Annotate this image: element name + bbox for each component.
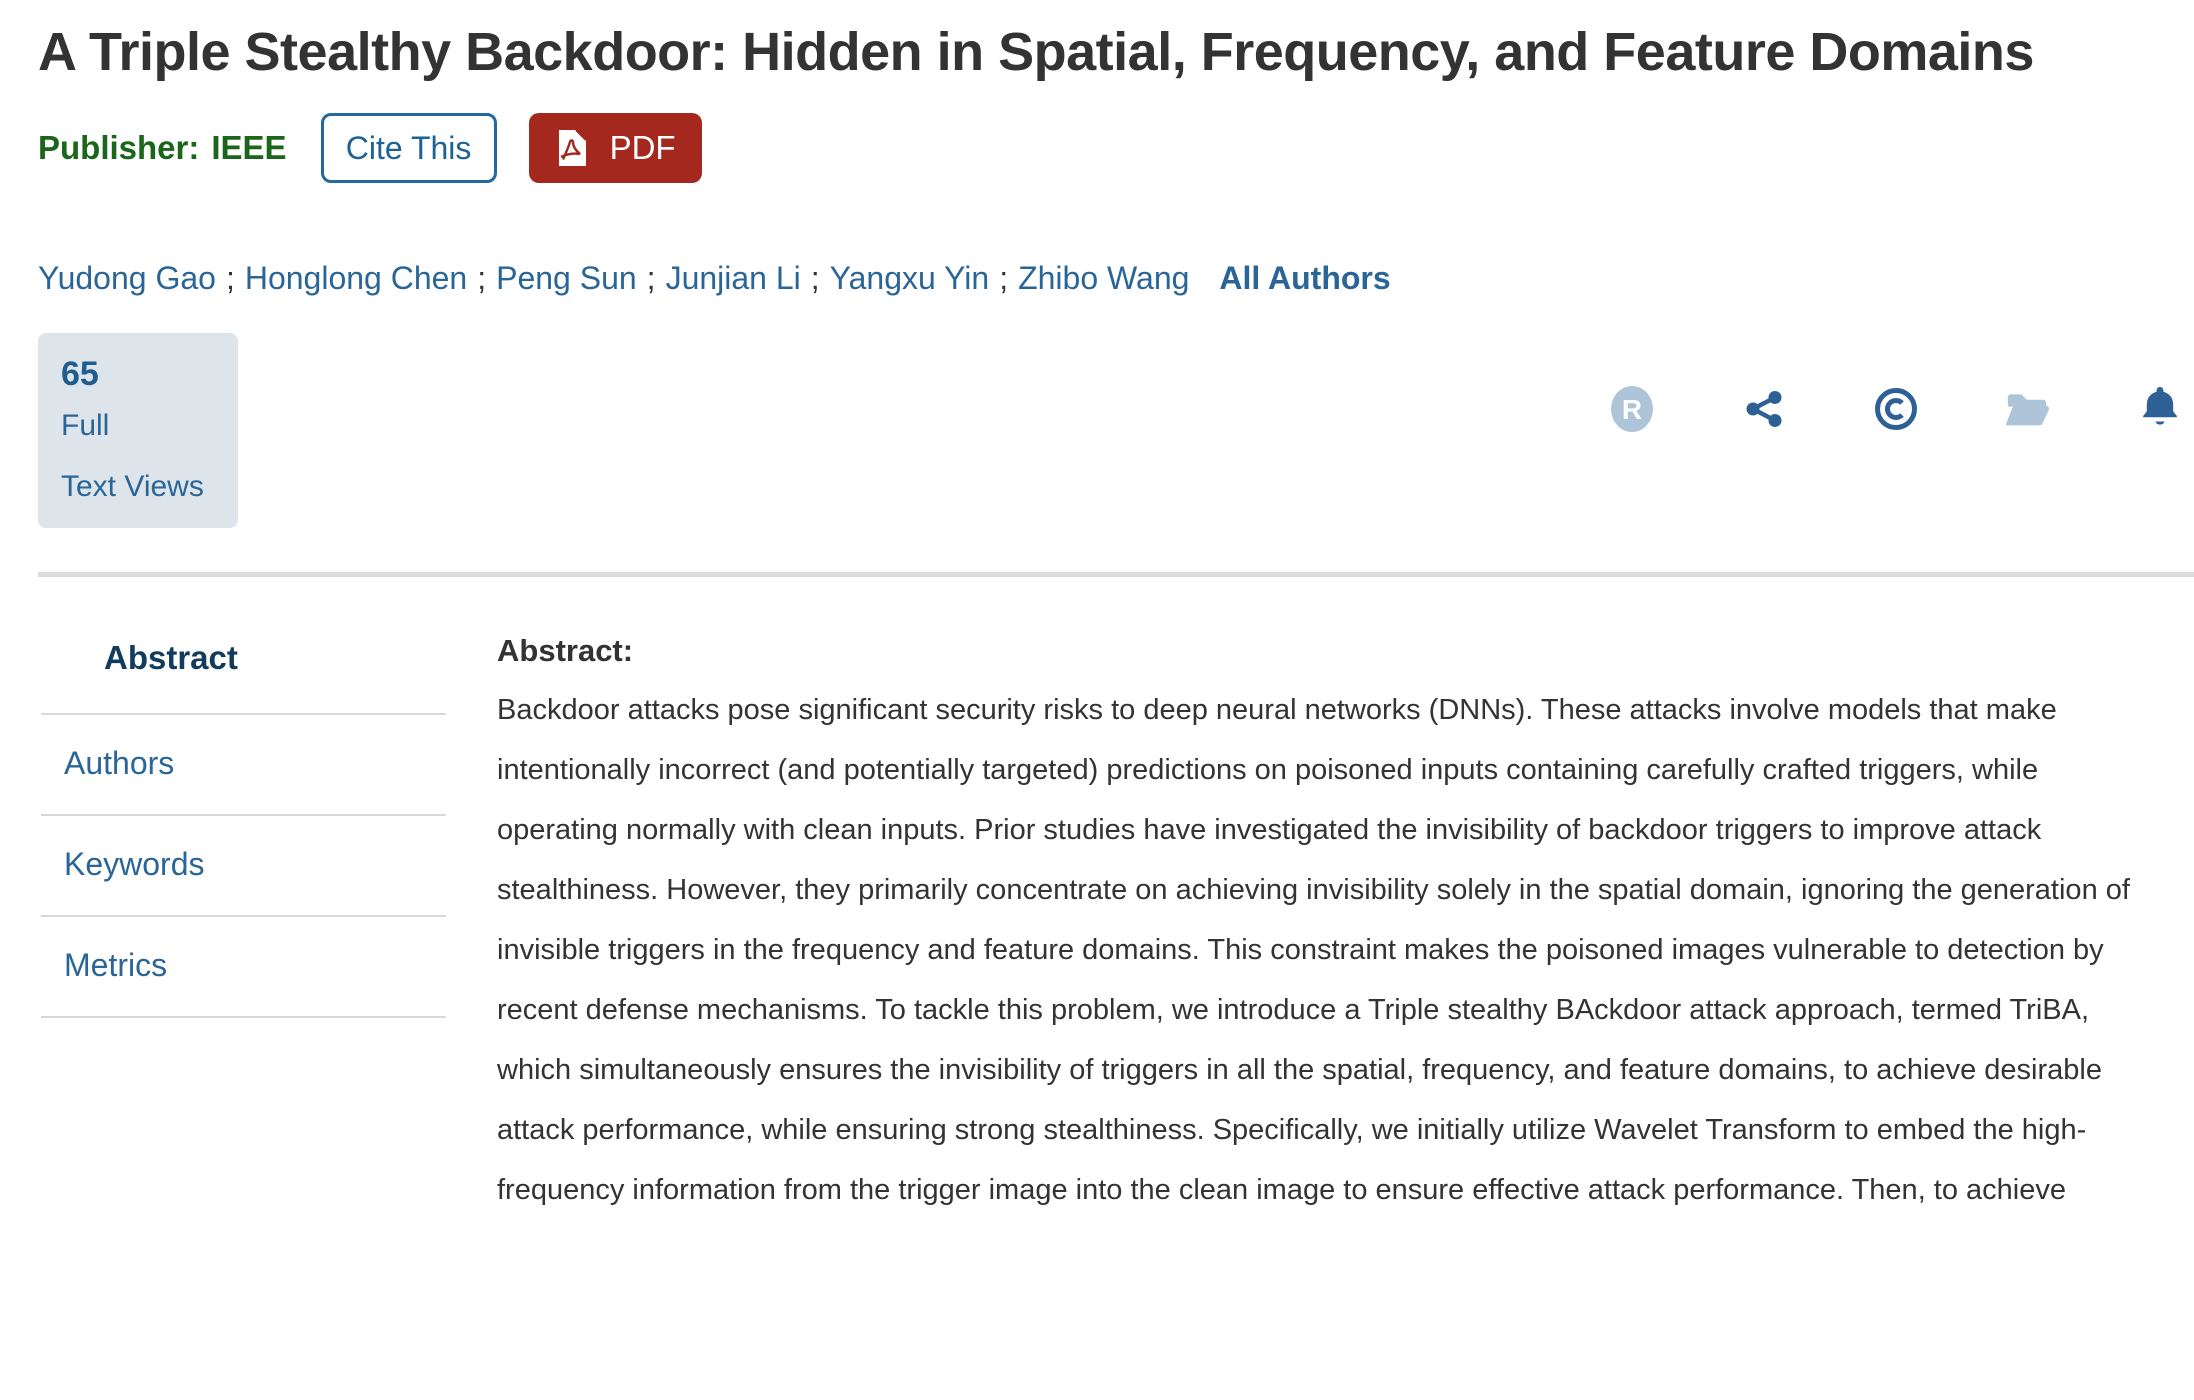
author-separator: ; <box>225 260 235 296</box>
share-icon[interactable] <box>1740 383 1788 435</box>
authors-list <box>38 259 2194 297</box>
author-separator: ; <box>999 260 1009 296</box>
full-text-views-count: 65 <box>61 355 99 393</box>
sidebar-item-authors[interactable]: Authors <box>64 745 175 781</box>
copyright-icon[interactable] <box>1872 383 1920 435</box>
abstract-section <box>497 577 2160 1220</box>
abstract-text: Backdoor attacks pose significant security risks to deep neural networks (DNNs). These attacks involve models that make intentionally incorrect (and potentially targeted) predictions on poisoned inputs containing carefully crafted triggers, while operating normally with clean inputs. Prior studies have investigated the invisibility of backdoor triggers to improve attack stealthiness. However, they primarily concentrate on achieving invisibility solely in the spatial domain, ignoring the generation of invisible triggers in the frequency and feature domains. This constraint makes the poisoned images vulnerable to detection by recent defense mechanisms. To tackle this problem, we introduce a Triple stealthy BAckdoor attack approach, termed TriBA, which simultaneously ensures the invisibility of triggers in all the spatial, frequency, and feature domains, to achieve desirable attack performance, while ensuring strong stealthiness. Specifically, we initially utilize Wavelet Transform to embed the high-frequency information from the trigger image into the clean image to ensure effective attack performance. Then, to achieve <box>497 694 2130 1206</box>
author-link[interactable]: Zhibo Wang <box>1018 260 1190 296</box>
author-link[interactable]: Yudong Gao <box>38 260 216 296</box>
r-badge-letter: R <box>1621 394 1643 425</box>
author-link[interactable]: Honglong Chen <box>244 260 468 296</box>
sidebar-divider <box>41 1016 446 1018</box>
pdf-button[interactable] <box>529 113 702 183</box>
open-folder-icon[interactable] <box>2004 383 2052 435</box>
full-text-views-label: Text Views <box>61 470 204 503</box>
author-link[interactable]: Peng Sun <box>496 260 637 296</box>
author-separator: ; <box>810 260 820 296</box>
alerts-bell-icon[interactable] <box>2136 383 2184 435</box>
all-authors-link[interactable]: All Authors <box>1219 260 1391 296</box>
full-text-views-label: Full <box>61 409 110 442</box>
author-link[interactable]: Yangxu Yin <box>829 260 990 296</box>
action-icons-bar <box>1608 383 2184 435</box>
stats-row <box>38 333 2194 528</box>
author-link[interactable]: Junjian Li <box>665 260 801 296</box>
pdf-button-label: PDF <box>609 129 676 166</box>
r-badge-icon[interactable] <box>1608 383 1656 435</box>
abstract-heading: Abstract: <box>497 633 634 668</box>
document-sidebar <box>41 577 446 1018</box>
publisher-label: Publisher: <box>38 129 200 166</box>
author-separator: ; <box>646 260 656 296</box>
sidebar-item-metrics[interactable]: Metrics <box>64 947 168 983</box>
publisher-row <box>38 113 2194 183</box>
sidebar-item-keywords[interactable]: Keywords <box>64 846 205 882</box>
full-text-views-box[interactable] <box>38 333 238 528</box>
publisher-name: IEEE <box>211 129 287 166</box>
pdf-file-icon <box>549 125 595 171</box>
cite-this-button[interactable]: Cite This <box>321 113 497 183</box>
content-area <box>0 577 2194 1220</box>
sidebar-item-abstract[interactable]: Abstract <box>104 639 238 676</box>
page-title: A Triple Stealthy Backdoor: Hidden in Spatial, Frequency, and Feature Domains <box>38 22 2034 82</box>
publisher <box>38 129 287 167</box>
author-separator: ; <box>477 260 487 296</box>
